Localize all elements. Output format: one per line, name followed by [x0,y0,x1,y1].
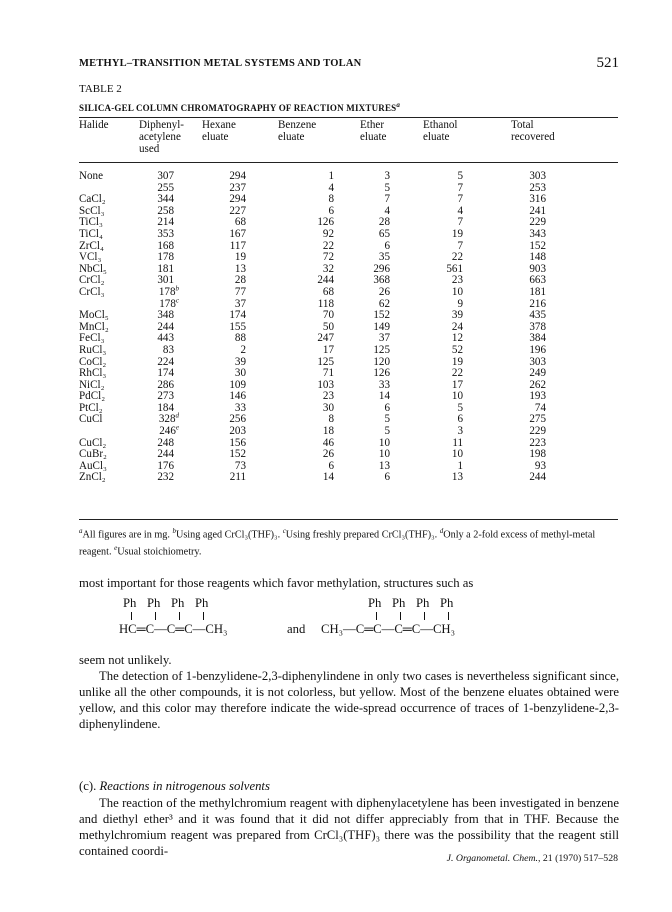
cell-ether-eluate: 33 [378,378,390,391]
cell-ethanol-eluate: 3 [457,425,463,438]
cell-ethanol-eluate: 12 [451,332,463,345]
table-title [79,101,400,113]
cell-ethanol-eluate: 7 [457,239,463,252]
cell-halide: TiCl₄ [79,227,103,240]
cell-benzene-eluate: 50 [322,320,334,333]
footnote-mark: d [175,411,179,420]
phenyl-label: Ph [195,596,209,610]
structure-chain-left: HC═C—C═C—CH₃ [119,622,228,636]
cell-total-recovered: 198 [529,448,546,461]
cell-halide: MoCl₅ [79,309,109,322]
footnote-text: Using aged CrCl₃(THF)₃. [175,529,283,541]
table-title-note: a [396,101,401,109]
cell-hexane-eluate: 28 [234,274,246,287]
footnote-mark: b [172,527,176,535]
page-number: 521 [596,55,619,71]
bond-line [448,612,449,620]
cell-diphenylacetylene-used: 348 [157,309,174,322]
cell-total-recovered: 303 [529,170,546,182]
cell-hexane-eluate: 167 [229,227,246,240]
cell-diphenylacetylene-used: 178$^c$ [159,295,179,310]
col-header-diphenylacetylene: Diphenyl- acetylene used [139,119,184,155]
cell-ether-eluate: 6 [384,401,390,414]
cell-benzene-eluate: 26 [322,448,334,461]
footnote-mark: d [439,527,444,535]
paragraph-3: The detection of 1-benzylidene-2,3-diphenylindene in only two cases is nevertheless significant since, unlike all the other compounds, it is not colorless, but yellow. Most of the benzene eluates obtained were yellow, and this color may therefore indicate the wide-spread occurrence of traces of 1-benzylidene-2,3-diphenylindene. [79,669,619,731]
cell-total-recovered: 249 [529,367,546,380]
cell-ethanol-eluate: 7 [457,181,463,194]
cell-ethanol-eluate: 13 [451,471,463,484]
cell-hexane-eluate: 33 [234,401,246,414]
cell-hexane-eluate: 30 [234,367,246,380]
cell-hexane-eluate: 146 [229,390,246,403]
section-heading [79,779,270,794]
phenyl-label: Ph [392,596,406,610]
cell-diphenylacetylene-used: 184 [157,401,174,414]
cell-ethanol-eluate: 22 [451,367,463,380]
cell-total-recovered: 223 [529,436,546,449]
cell-hexane-eluate: 39 [234,355,246,368]
cell-benzene-eluate: 71 [322,367,334,380]
cell-diphenylacetylene-used: 246e [159,423,179,438]
cell-ether-eluate: 6 [384,471,390,484]
cell-hexane-eluate: 156 [229,436,246,449]
cell-diphenylacetylene-used: 244 [157,320,174,333]
cell-diphenylacetylene-used: 178 [157,251,174,264]
cell-ether-eluate: 62 [378,297,390,310]
cell-hexane-eluate: 37 [234,297,246,310]
section-label: (c). [79,779,97,793]
cell-diphenylacetylene-used: 178$^b$ [158,284,179,298]
cell-total-recovered: 93 [534,459,546,472]
footnote-mark: e [175,423,179,432]
cell-total-recovered: 241 [529,204,546,217]
cell-benzene-eluate: 8 [328,193,334,206]
cell-halide: CrCl₂ [79,274,105,287]
structure-chain-right: CH₃—C═C—C═C—CH₃ [321,622,455,636]
cell-ether-eluate: 6 [384,239,390,252]
cell-benzene-eluate: 18 [322,425,334,438]
cell-ethanol-eluate: 10 [451,285,463,298]
cell-diphenylacetylene-used: 353 [157,227,174,240]
cell-diphenylacetylene-used: 344 [157,193,174,206]
cell-hexane-eluate: 227 [229,204,246,217]
cell-total-recovered: 229 [529,425,546,438]
cell-ethanol-eluate: 1 [457,459,463,472]
cell-diphenylacetylene-used: 181 [157,262,174,275]
cell-ethanol-eluate: 10 [451,448,463,461]
cell-total-recovered: 229 [529,216,546,229]
cell-halide: TiCl₃ [79,216,103,229]
cell-halide: None [79,170,104,182]
structure-formulas [79,596,619,646]
cell-total-recovered: 74 [534,401,546,414]
cell-benzene-eluate: 46 [322,436,334,449]
cell-halide: NbCl₅ [79,262,107,275]
cell-benzene-eluate: 22 [322,239,334,252]
cell-total-recovered: 316 [529,193,546,206]
cell-ethanol-eluate: 10 [451,390,463,403]
cell-halide: ZnCl₂ [79,471,106,484]
paragraph-4: The reaction of the methylchromium reagent with diphenylacetylene has been investigated in benzene and diethyl ether³ and it was found that it did not differ appreciably from that in THF. Because the methylchromium reagent was prepared from CrCl₃(THF)₃ there was the possibility that the reagent still contained coordi- [79,796,619,858]
cell-total-recovered: 303 [529,355,546,368]
cell-total-recovered: 435 [529,309,546,322]
phenyl-label: Ph [147,596,161,610]
cell-ether-eluate: 26 [378,285,390,298]
bond-line [203,612,204,620]
journal-reference [447,853,618,864]
bond-line [179,612,180,620]
cell-hexane-eluate: 294 [229,170,246,182]
cell-ether-eluate: 5 [384,413,390,426]
cell-diphenylacetylene-used: 224 [157,355,174,368]
cell-halide: CuCl₂ [79,436,107,449]
cell-ethanol-eluate: 6 [457,413,463,426]
cell-halide: VCl₃ [79,251,102,264]
cell-diphenylacetylene-used: 168 [157,239,174,252]
cell-benzene-eluate: 68 [322,285,334,298]
cell-diphenylacetylene-used: 301 [157,274,174,287]
cell-halide: AuCl₃ [79,459,107,472]
cell-ethanol-eluate: 11 [452,436,463,449]
table-row [79,472,618,484]
bond-line [376,612,377,620]
cell-total-recovered: 253 [529,181,546,194]
footnote-text: Using freshly prepared CrCl₃(THF)₃. [285,529,440,541]
structure-right [321,596,521,644]
cell-total-recovered: 196 [529,343,546,356]
cell-benzene-eluate: 92 [322,227,334,240]
cell-benzene-eluate: 4 [328,181,334,194]
cell-halide: PdCl₂ [79,390,106,403]
paragraph-2: seem not unlikely. [79,653,172,667]
table-label: TABLE 2 [79,83,122,95]
cell-total-recovered: 378 [529,320,546,333]
cell-benzene-eluate: 32 [322,262,334,275]
cell-benzene-eluate: 247 [317,332,334,345]
cell-halide: ScCl₃ [79,204,105,217]
cell-ethanol-eluate: 7 [457,193,463,206]
col-header-ether: Ether eluate [360,119,387,143]
cell-diphenylacetylene-used: 258 [157,204,174,217]
footnote-mark: a [79,527,83,535]
cell-ethanol-eluate: 39 [451,309,463,322]
cell-ether-eluate: 149 [373,320,390,333]
cell-benzene-eluate: 30 [322,401,334,414]
cell-hexane-eluate: 237 [229,181,246,194]
cell-benzene-eluate: 118 [317,297,334,310]
footnote-mark: c [175,295,179,304]
cell-benzene-eluate: 1 [328,170,334,182]
paragraph-1: most important for those reagents which favor methylation, structures such as [79,576,474,590]
cell-ethanol-eluate: 24 [451,320,463,333]
cell-ethanol-eluate: 17 [451,378,463,391]
col-header-total: Total recovered [511,119,555,143]
cell-ethanol-eluate: 19 [451,355,463,368]
cell-total-recovered: 663 [529,274,546,287]
cell-benzene-eluate: 70 [322,309,334,322]
cell-halide: MnCl₂ [79,320,109,333]
cell-total-recovered: 384 [529,332,546,345]
cell-total-recovered: 148 [529,251,546,264]
cell-ether-eluate: 4 [384,204,390,217]
cell-ether-eluate: 296 [373,262,390,275]
cell-ether-eluate: 5 [384,181,390,194]
table-bottom-rule [79,519,618,520]
cell-benzene-eluate: 72 [322,251,334,264]
cell-hexane-eluate: 294 [229,193,246,206]
cell-ether-eluate: 37 [378,332,390,345]
phenyl-label: Ph [368,596,382,610]
cell-hexane-eluate: 155 [229,320,246,333]
cell-total-recovered: 152 [529,239,546,252]
cell-ether-eluate: 3 [384,170,390,182]
phenyl-label: Ph [171,596,185,610]
footnote-text: Usual stoichiometry. [117,546,202,558]
cell-benzene-eluate: 6 [328,204,334,217]
cell-benzene-eluate: 23 [322,390,334,403]
cell-diphenylacetylene-used: 244 [157,448,174,461]
cell-total-recovered: 193 [529,390,546,403]
cell-ethanol-eluate: 5 [457,401,463,414]
cell-hexane-eluate: 13 [234,262,246,275]
cell-diphenylacetylene-used: 255 [157,181,174,194]
cell-ethanol-eluate: 4 [457,204,463,217]
cell-halide: FeCl₃ [79,332,105,345]
cell-ether-eluate: 13 [378,459,390,472]
cell-ethanol-eluate: 561 [446,262,463,275]
cell-diphenylacetylene-used: 176 [157,459,174,472]
cell-halide: RhCl₃ [79,367,107,380]
cell-hexane-eluate: 19 [234,251,246,264]
cell-total-recovered: 181 [529,285,546,298]
cell-total-recovered: 275 [529,413,546,426]
cell-halide: CuCl [79,413,103,426]
cell-diphenylacetylene-used: 83 [162,343,174,356]
cell-diphenylacetylene-used: 443 [157,332,174,345]
bond-line [131,612,132,620]
cell-hexane-eluate: 256 [229,413,246,426]
cell-hexane-eluate: 88 [234,332,246,345]
table-body [79,171,618,484]
journal-citation: , 21 (1970) 517–528 [537,853,618,864]
chromatography-table [79,116,618,484]
cell-halide: CuBr₂ [79,448,107,461]
footnote-mark: c [282,527,286,535]
cell-hexane-eluate: 77 [234,285,246,298]
section-title: Reactions in nitrogenous solvents [99,779,270,793]
cell-benzene-eluate: 244 [317,274,334,287]
cell-hexane-eluate: 117 [229,239,246,252]
cell-benzene-eluate: 8 [328,413,334,426]
cell-halide: CaCl₂ [79,193,106,206]
phenyl-label: Ph [123,596,137,610]
col-header-hexane: Hexane eluate [202,119,236,143]
col-header-ethanol: Ethanol eluate [423,119,458,143]
cell-hexane-eluate: 2 [240,343,246,356]
bond-line [424,612,425,620]
cell-diphenylacetylene-used: 248 [157,436,174,449]
cell-ethanol-eluate: 23 [451,274,463,287]
running-head [79,55,619,76]
cell-ether-eluate: 125 [373,343,390,356]
cell-diphenylacetylene-used: 286 [157,378,174,391]
cell-ether-eluate: 65 [378,227,390,240]
cell-hexane-eluate: 73 [234,459,246,472]
cell-diphenylacetylene-used: 232 [157,471,174,484]
cell-hexane-eluate: 109 [229,378,246,391]
structure-conjunction: and [287,622,306,636]
cell-halide: ZrCl₄ [79,239,104,252]
cell-benzene-eluate: 125 [317,355,334,368]
cell-ether-eluate: 28 [378,216,390,229]
cell-ether-eluate: 152 [373,309,390,322]
journal-name: J. Organometal. Chem. [446,853,538,864]
cell-hexane-eluate: 152 [229,448,246,461]
cell-ether-eluate: 10 [378,448,390,461]
cell-ether-eluate: 10 [378,436,390,449]
cell-total-recovered: 903 [529,262,546,275]
cell-diphenylacetylene-used: 214 [157,216,174,229]
cell-ethanol-eluate: 7 [457,216,463,229]
cell-benzene-eluate: 14 [322,471,334,484]
cell-hexane-eluate: 211 [229,471,246,484]
footnote-mark: b [175,284,179,293]
cell-benzene-eluate: 6 [328,459,334,472]
cell-diphenylacetylene-used: 174 [157,367,174,380]
cell-ether-eluate: 14 [378,390,390,403]
cell-total-recovered: 244 [529,471,546,484]
phenyl-label: Ph [416,596,430,610]
cell-diphenylacetylene-used: 273 [157,390,174,403]
cell-hexane-eluate: 203 [229,425,246,438]
cell-ether-eluate: 368 [373,274,390,287]
cell-benzene-eluate: 103 [317,378,334,391]
col-header-benzene: Benzene eluate [278,119,317,143]
cell-halide: CoCl₂ [79,355,107,368]
cell-ether-eluate: 7 [384,193,390,206]
footnote-text: All figures are in mg. [82,529,173,541]
col-header-halide: Halide [79,119,109,131]
footnote-mark: e [114,543,118,552]
cell-ether-eluate: 126 [373,367,390,380]
bond-line [400,612,401,620]
cell-ethanol-eluate: 22 [451,251,463,264]
cell-ether-eluate: 5 [384,425,390,438]
cell-halide: CrCl₃ [79,285,105,298]
footnote-text: Only a 2-fold excess of methyl-metal reagent. [79,529,596,558]
table-header-row [79,116,618,162]
cell-ether-eluate: 35 [378,251,390,264]
cell-hexane-eluate: 174 [229,309,246,322]
cell-hexane-eluate: 68 [234,216,246,229]
cell-ethanol-eluate: 19 [451,227,463,240]
cell-diphenylacetylene-used: 307 [157,170,174,182]
structure-left [119,596,279,644]
cell-halide: RuCl₃ [79,343,107,356]
cell-benzene-eluate: 17 [322,343,334,356]
table-title-text: SILICA-GEL COLUMN CHROMATOGRAPHY OF REACTION MIXTURES [79,103,397,113]
cell-halide: PtCl₂ [79,401,103,414]
phenyl-label: Ph [440,596,454,610]
table-footnotes [79,525,619,559]
cell-ethanol-eluate: 5 [457,170,463,182]
cell-total-recovered: 343 [529,227,546,240]
cell-benzene-eluate: 126 [317,216,334,229]
cell-total-recovered: 216 [529,297,546,310]
cell-ethanol-eluate: 9 [457,297,463,310]
running-head-title: METHYL–TRANSITION METAL SYSTEMS AND TOLAN [79,58,362,69]
bond-line [155,612,156,620]
cell-diphenylacetylene-used: 328$^d$ [158,411,179,426]
cell-halide: NiCl₂ [79,378,105,391]
cell-total-recovered: 262 [529,378,546,391]
cell-ethanol-eluate: 52 [451,343,463,356]
cell-ether-eluate: 120 [373,355,390,368]
